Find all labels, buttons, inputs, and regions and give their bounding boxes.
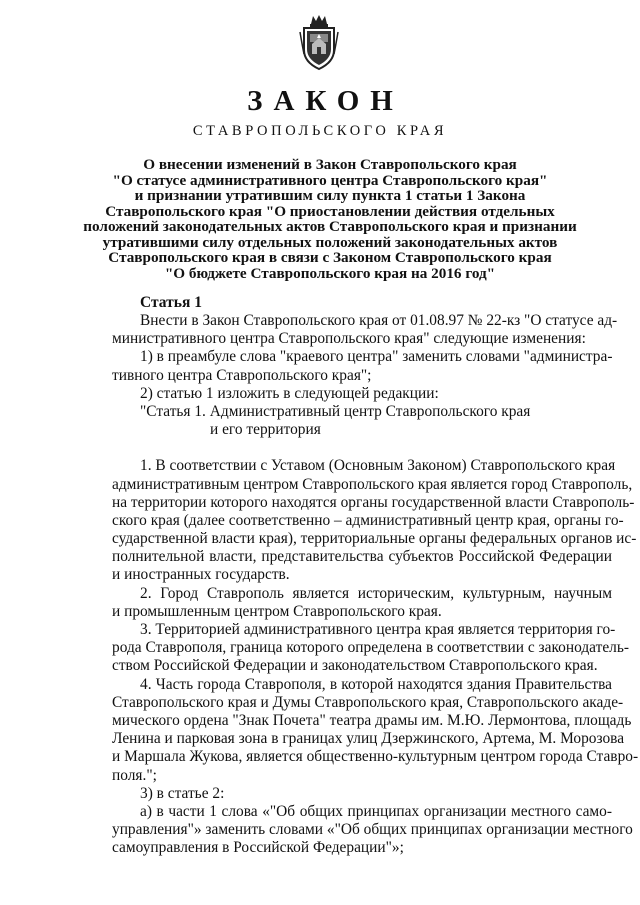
body-line: 2) статью 1 изложить в следующей редакции: <box>140 384 439 402</box>
body-line: и промышленным центром Ставропольского края. <box>112 602 442 620</box>
heading-line: утратившими силу отдельных положений законодательных актов <box>102 233 558 251</box>
body-line: мического ордена "Знак Почета" театра драмы им. М.Ю. Лермонтова, площадь <box>112 711 632 729</box>
body-line: на территории которого находятся органы государственной власти Ставрополь- <box>112 493 635 511</box>
body-line: 3. Территорией административного центра края является территория го- <box>140 621 616 638</box>
body-line: 2. Город Ставрополь является историческим, культурным, научным <box>140 584 612 602</box>
body-line: поля."; <box>112 766 157 784</box>
law-heading <box>60 157 600 281</box>
body-line: министративного центра Ставропольского края" следующие изменения: <box>112 330 586 348</box>
heading-line: О внесении изменений в Закон Ставропольского края <box>143 156 517 173</box>
body-line: рода Ставрополя, граница которого определена в соответствии с законодатель- <box>112 639 629 657</box>
body-line: ского края (далее соответственно – административный центр края, органы го- <box>112 511 624 529</box>
article-body <box>112 312 639 857</box>
body-line: Внести в Закон Ставропольского края от 01.08.97 № 22-кз "О статусе ад- <box>140 312 618 329</box>
heading-line: положений законодательных актов Ставропольского края и признании <box>83 218 577 235</box>
quoted-article-title: "Статья 1. Административный центр Ставропольского края <box>140 402 531 420</box>
stavropol-coat-of-arms-icon <box>298 14 340 72</box>
heading-line: "О бюджете Ставропольского края на 2016 год" <box>164 264 496 282</box>
body-line: а) в части 1 слова «"Об общих принципах организации местного само- <box>140 802 612 820</box>
heading-line: Ставропольского края "О приостановлении действия отдельных <box>105 202 555 220</box>
heading-line: "О статусе административного центра Ставропольского края" <box>112 171 548 189</box>
body-line: сударственной власти края), территориальные органы федеральных органов ис- <box>112 530 637 548</box>
heading-line: Ставропольского края в связи с Законом Ставропольского края <box>108 249 552 266</box>
body-line: и Маршала Жукова, является общественно-культурным центром города Ставро- <box>112 748 639 766</box>
article-title: Статья 1 <box>140 294 202 311</box>
body-line: Ленина и парковая зона в границах улиц Дзержинского, Артема, М. Морозова <box>112 730 625 748</box>
body-line: и иностранных государств. <box>112 566 290 584</box>
heading-line: и признании утратившим силу пункта 1 статьи 1 Закона <box>134 187 526 204</box>
body-line: самоуправления в Российской Федерации"»; <box>112 839 404 857</box>
law-region: СТАВРОПОЛЬСКОГО КРАЯ <box>192 123 448 139</box>
body-line: тивного центра Ставропольского края"; <box>112 366 372 384</box>
quoted-article-title: и его территория <box>210 421 321 439</box>
law-title: ЗАКОН <box>247 85 404 117</box>
body-line: административным центром Ставропольского края является город Ставрополь, <box>112 475 633 493</box>
body-line: управления"» заменить словами «"Об общих принципах организации местного <box>112 821 633 839</box>
body-line: 1. В соответствии с Уставом (Основным Законом) Ставропольского края <box>140 457 616 475</box>
body-line: 3) в статье 2: <box>140 784 225 802</box>
body-line: 4. Часть города Ставрополя, в которой находятся здания Правительства <box>140 675 612 693</box>
body-line: полнительной власти, представительства субъектов Российской Федерации <box>112 548 612 566</box>
body-line: Ставропольского края и Думы Ставропольского края, Ставропольского акаде- <box>112 693 624 711</box>
body-line: ством Российской Федерации и законодательством Ставропольского края. <box>112 657 598 675</box>
body-line: 1) в преамбуле слова "краевого центра" заменить словами "администра- <box>140 348 613 366</box>
